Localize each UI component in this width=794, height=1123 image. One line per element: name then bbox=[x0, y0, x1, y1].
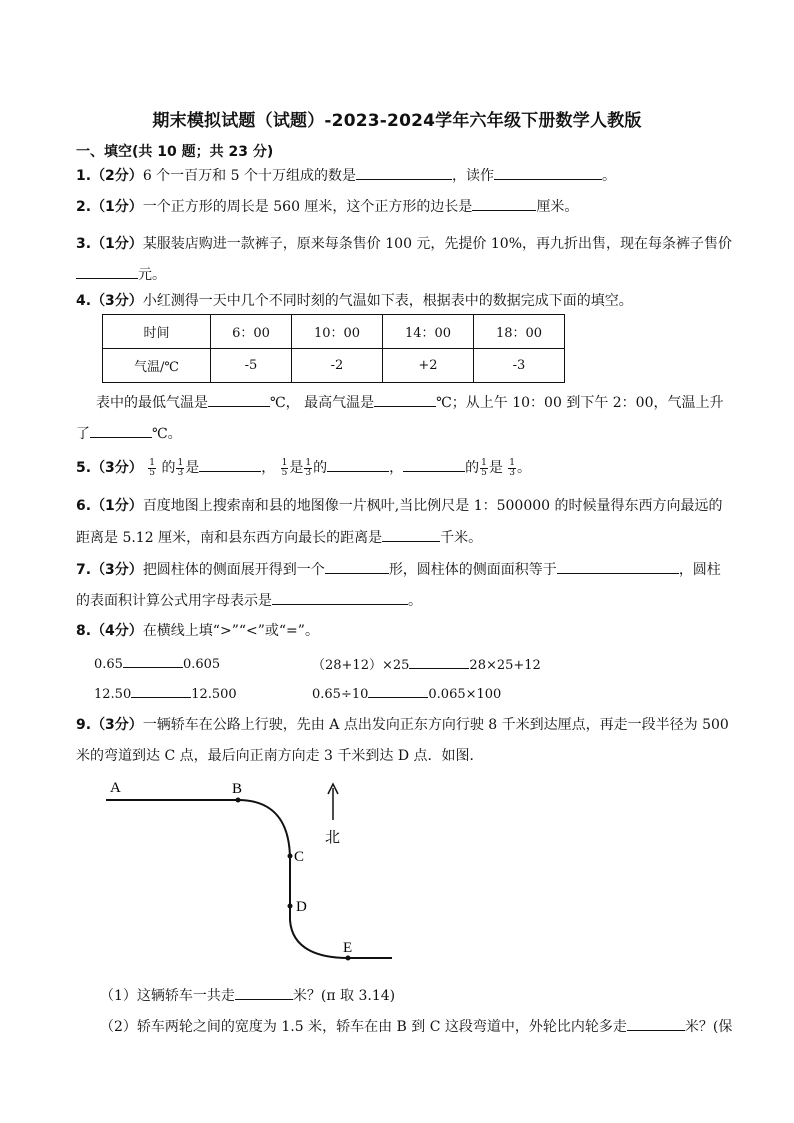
answer-blank[interactable] bbox=[235, 986, 293, 1000]
question-text: ℃。 bbox=[152, 426, 182, 442]
question-7-line-2 bbox=[76, 591, 422, 610]
table-row bbox=[103, 315, 565, 349]
point-c-marker bbox=[288, 854, 293, 859]
route-diagram bbox=[0, 770, 794, 970]
question-number: 6. bbox=[76, 498, 92, 514]
point-label-c: C bbox=[294, 849, 305, 865]
question-text: 元。 bbox=[138, 267, 166, 283]
table-cell: 10：00 bbox=[292, 315, 383, 349]
point-label-e: E bbox=[343, 940, 353, 956]
question-9-sub-1: （1）这辆轿车一共走 米？(π 取 3.14) bbox=[100, 988, 396, 1004]
question-text: 一辆轿车在公路上行驶，先由 A 点出发向正东方向行驶 8 千米到达厘点，再走一段半径为 500 bbox=[142, 717, 729, 733]
question-text: 形，圆柱体的侧面面积等于 bbox=[388, 562, 557, 578]
question-text: 小红测得一天中几个不同时刻的气温如下表，根据表中的数据完成下面的填空。 bbox=[142, 293, 633, 309]
question-text: ℃；从上午 10：00 到下午 2：00，气温上升 bbox=[436, 395, 724, 411]
question-text: 了 bbox=[76, 426, 90, 442]
question-2 bbox=[76, 197, 578, 216]
answer-blank[interactable] bbox=[90, 424, 152, 438]
question-1 bbox=[76, 166, 616, 185]
compare-item: 0.65÷10 0.065×100 bbox=[312, 684, 501, 702]
table-cell: 14：00 bbox=[383, 315, 474, 349]
question-4-fill-line-1 bbox=[96, 393, 724, 412]
question-text: 表中的最低气温是 bbox=[96, 395, 208, 411]
table-cell: -5 bbox=[211, 349, 292, 383]
answer-blank[interactable] bbox=[356, 166, 452, 180]
question-text: ，圆柱 bbox=[678, 562, 721, 578]
question-number: 5. bbox=[76, 460, 92, 476]
answer-blank[interactable] bbox=[208, 393, 270, 407]
question-text: 千米。 bbox=[440, 530, 483, 546]
question-score: （1分） bbox=[91, 498, 143, 514]
question-9-sub-2: （2）轿车两轮之间的宽度为 1.5 米，轿车在由 B 到 C 这段弯道中，外轮比内轮多走 米？(保 bbox=[100, 1019, 733, 1035]
question-text: 的表面积计算公式用字母表示是 bbox=[76, 593, 272, 609]
question-4 bbox=[76, 292, 633, 310]
table-cell: -3 bbox=[474, 349, 565, 383]
question-text: 。 bbox=[408, 593, 422, 609]
table-cell: 6：00 bbox=[211, 315, 292, 349]
question-9-line-2 bbox=[76, 747, 484, 765]
answer-blank[interactable] bbox=[123, 654, 183, 668]
table-row bbox=[103, 349, 565, 383]
question-6 bbox=[76, 497, 723, 515]
answer-blank[interactable] bbox=[199, 458, 261, 472]
answer-blank[interactable] bbox=[403, 458, 465, 472]
question-number: 4. bbox=[76, 293, 92, 309]
answer-blank[interactable] bbox=[472, 197, 536, 211]
question-score: （3分） bbox=[91, 562, 143, 578]
question-text: 6 个一百万和 5 个十万组成的数是 bbox=[142, 168, 356, 184]
fraction: $\frac{1}{5}$ bbox=[281, 457, 288, 478]
question-text: 把圆柱体的侧面展开得到一个 bbox=[142, 562, 325, 578]
fraction: $\frac{1}{5}$ bbox=[149, 457, 155, 478]
point-b-marker bbox=[236, 798, 241, 803]
question-6-line-2 bbox=[76, 528, 482, 547]
point-label-a: A bbox=[110, 780, 121, 796]
answer-blank[interactable] bbox=[368, 684, 428, 698]
temperature-table bbox=[102, 314, 565, 383]
answer-blank[interactable] bbox=[327, 458, 389, 472]
question-text: 厘米。 bbox=[536, 199, 579, 215]
answer-blank[interactable] bbox=[557, 560, 679, 574]
question-text: 某服装店购进一款裤子，原来每条售价 100 元，先提价 10%，再九折出售，现在每条裤子售价 bbox=[142, 236, 732, 252]
fraction: $\frac{1}{3}$ bbox=[177, 457, 184, 478]
table-cell: -2 bbox=[292, 349, 383, 383]
table-cell: +2 bbox=[383, 349, 474, 383]
question-text: 一个正方形的周长是 560 厘米，这个正方形的边长是 bbox=[142, 199, 473, 215]
question-number: 7. bbox=[76, 562, 92, 578]
compare-item: 12.50 12.500 bbox=[94, 684, 237, 702]
answer-blank[interactable] bbox=[382, 528, 440, 542]
point-label-b: B bbox=[232, 781, 243, 797]
question-5: 5.（3分） $\frac{1}{5}$ 的 $\frac{1}{3}$ 是 ， $\frac{1}{5}$ 是 $\frac{1}{3}$ 的 ， 的 $\frac{1}{5}$ 是 $\frac{1}{3}$ 。 bbox=[76, 457, 532, 478]
route-path bbox=[106, 800, 392, 958]
answer-blank[interactable] bbox=[374, 393, 436, 407]
point-label-d: D bbox=[296, 899, 307, 915]
question-text: 距离是 5.12 厘米，南和县东西方向最长的距离是 bbox=[76, 530, 383, 546]
question-score: （3分） bbox=[91, 460, 143, 476]
question-score: （4分） bbox=[91, 623, 143, 639]
question-score: （2分） bbox=[91, 168, 143, 184]
answer-blank[interactable] bbox=[409, 655, 469, 669]
question-number: 2. bbox=[76, 199, 92, 215]
question-text: 米的弯道到达 C 点，最后向正南方向走 3 千米到达 D 点．如图． bbox=[76, 748, 484, 764]
question-score: （3分） bbox=[91, 293, 143, 309]
question-4-fill-line-2 bbox=[76, 424, 182, 443]
point-e-marker bbox=[346, 956, 351, 961]
question-8 bbox=[76, 622, 319, 640]
answer-blank[interactable] bbox=[76, 265, 138, 279]
question-number: 9. bbox=[76, 717, 92, 733]
question-9 bbox=[76, 716, 729, 734]
fraction: $\frac{1}{5}$ bbox=[481, 457, 487, 478]
table-cell: 18：00 bbox=[474, 315, 565, 349]
question-number: 3. bbox=[76, 236, 92, 252]
compare-item: 0.65 0.605 bbox=[94, 654, 220, 672]
answer-blank[interactable] bbox=[131, 684, 191, 698]
question-text: ℃， 最高气温是 bbox=[270, 395, 375, 411]
question-3 bbox=[76, 229, 748, 291]
question-text: 。 bbox=[601, 168, 616, 184]
answer-blank[interactable] bbox=[272, 591, 408, 605]
question-score: （3分） bbox=[91, 717, 143, 733]
question-score: （1分） bbox=[91, 236, 143, 252]
question-text: ，读作 bbox=[451, 168, 494, 184]
section-heading: 一、填空(共 10 题；共 23 分) bbox=[76, 144, 274, 160]
question-number: 8. bbox=[76, 623, 92, 639]
north-label: 北 bbox=[325, 828, 341, 846]
question-score: （1分） bbox=[91, 199, 143, 215]
table-cell: 时间 bbox=[103, 315, 211, 349]
fraction: $\frac{1}{3}$ bbox=[509, 457, 516, 478]
answer-blank[interactable] bbox=[494, 166, 602, 180]
question-text: 在横线上填“>”“<”或“=”。 bbox=[142, 623, 319, 639]
fraction: $\frac{1}{3}$ bbox=[305, 457, 312, 478]
question-text: 百度地图上搜索南和县的地图像一片枫叶,当比例尺是 1：500000 的时候量得东西方向最远的 bbox=[142, 498, 723, 514]
question-number: 1. bbox=[76, 168, 92, 184]
answer-blank[interactable] bbox=[627, 1017, 685, 1031]
question-7 bbox=[76, 560, 721, 579]
answer-blank[interactable] bbox=[325, 560, 389, 574]
table-cell: 气温/℃ bbox=[103, 349, 211, 383]
compare-item: （28+12）×25 28×25+12 bbox=[312, 654, 541, 673]
point-d-marker bbox=[288, 904, 293, 909]
page-title: 期末模拟试题（试题）-2023-2024学年六年级下册数学人教版 bbox=[152, 111, 642, 131]
